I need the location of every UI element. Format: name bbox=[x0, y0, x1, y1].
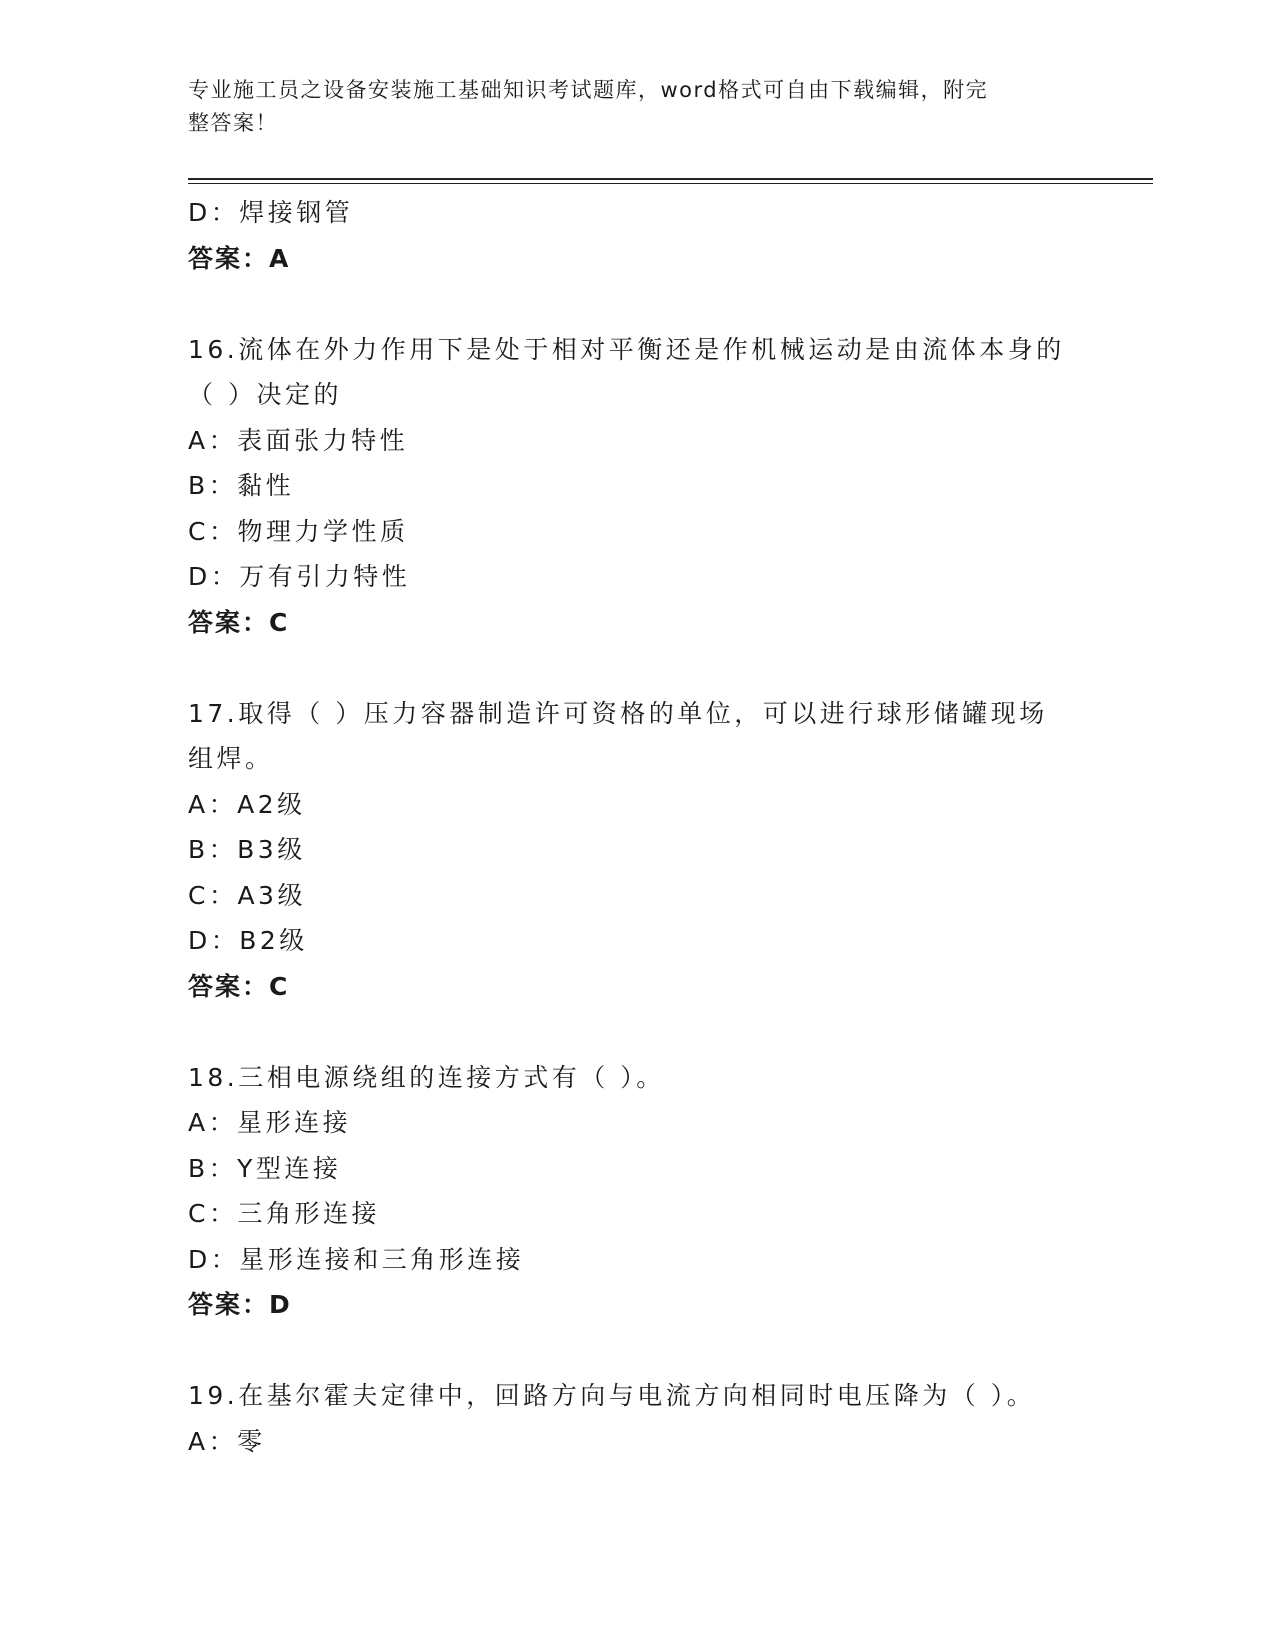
header-line-1: 专业施工员之设备安装施工基础知识考试题库，word格式可自由下载编辑，附完 bbox=[188, 78, 989, 102]
option-a: A：表面张力特性 bbox=[188, 425, 409, 455]
spacer bbox=[188, 281, 1088, 327]
header-divider-thin bbox=[188, 183, 1153, 184]
question-stem: 19.在基尔霍夫定律中，回路方向与电流方向相同时电压降为（ ）。 bbox=[188, 1381, 1036, 1410]
option-a: A：星形连接 bbox=[188, 1108, 352, 1137]
answer-line: 答案：A bbox=[188, 243, 291, 273]
option-d: D：焊接钢管 bbox=[188, 198, 354, 227]
question-stem-cont: （ ）决定的 bbox=[188, 380, 342, 409]
question-list bbox=[188, 190, 1088, 1464]
option-b: B：B3级 bbox=[188, 835, 306, 864]
question-block-18 bbox=[188, 1055, 1088, 1328]
question-block-17 bbox=[188, 691, 1088, 1010]
question-block-19 bbox=[188, 1373, 1088, 1464]
question-stem: 18.三相电源绕组的连接方式有（ ）。 bbox=[188, 1062, 665, 1092]
option-c: C：三角形连接 bbox=[188, 1199, 380, 1228]
option-c: C：A3级 bbox=[188, 880, 306, 910]
spacer bbox=[188, 1009, 1088, 1055]
option-b: B：Y型连接 bbox=[188, 1153, 342, 1183]
question-block-16 bbox=[188, 327, 1088, 646]
header-divider-thick bbox=[188, 178, 1153, 180]
option-a: A：零 bbox=[188, 1426, 266, 1456]
answer-line: 答案：D bbox=[188, 1290, 292, 1319]
option-d: D：星形连接和三角形连接 bbox=[188, 1244, 525, 1274]
question-stem: 16.流体在外力作用下是处于相对平衡还是作机械运动是由流体本身的 bbox=[188, 334, 1065, 364]
question-stem: 17.取得（ ）压力容器制造许可资格的单位，可以进行球形储罐现场 bbox=[188, 698, 1048, 728]
option-b: B：黏性 bbox=[188, 471, 295, 500]
spacer bbox=[188, 1328, 1088, 1374]
answer-line: 答案：C bbox=[188, 607, 290, 637]
question-block-prev bbox=[188, 190, 1088, 281]
header-line-2: 整答案！ bbox=[188, 111, 278, 135]
option-d: D：万有引力特性 bbox=[188, 562, 411, 591]
option-d: D：B2级 bbox=[188, 926, 308, 955]
document-header bbox=[188, 74, 1068, 140]
option-c: C：物理力学性质 bbox=[188, 516, 409, 546]
option-a: A：A2级 bbox=[188, 789, 306, 819]
spacer bbox=[188, 645, 1088, 691]
answer-line: 答案：C bbox=[188, 971, 290, 1001]
question-stem-cont: 组焊。 bbox=[188, 744, 274, 773]
